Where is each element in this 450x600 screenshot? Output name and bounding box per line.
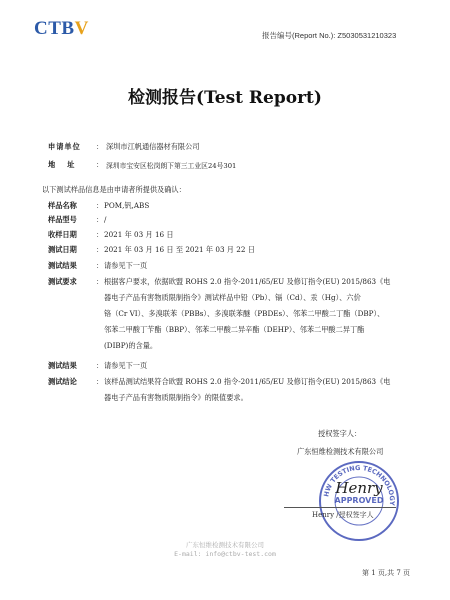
test-date-label: 测试日期 (48, 245, 77, 254)
signature-line (284, 507, 396, 508)
signatory-caption: Henry /授权签字人 (312, 511, 374, 519)
receive-date-label: 收样日期 (48, 230, 77, 239)
requirement-line: 器电子产品有害物质限制指令》测试样品中铅（Pb）、镉（Cd）、汞（Hg）、六价 (104, 293, 361, 302)
requirement-text (104, 274, 426, 354)
requirement-line: (DIBP)的含量。 (104, 341, 158, 350)
sample-name-label: 样品名称 (48, 201, 77, 210)
colon: ： (96, 201, 104, 210)
sample-name-value: POM,钒,ABS (104, 201, 150, 210)
colon: ： (96, 230, 104, 239)
conclusion-text (104, 374, 426, 406)
address-value: 深圳市宝安区松岗朗下第三工业区24号301 (106, 162, 237, 170)
colon: ： (96, 377, 104, 386)
colon: ： (96, 215, 104, 224)
colon: ： (96, 361, 104, 370)
requirement-label: 测试要求 (48, 277, 77, 286)
footer-company: 广东恒维检测技术有限公司 (186, 541, 264, 549)
requirement-line: 邻苯二甲酸丁苄酯（BBP）、邻苯二甲酸二异辛酯（DEHP）、邻苯二甲酸二异丁酯 (104, 325, 365, 334)
company-logo: CTBV (34, 18, 89, 39)
stamp-mark: APPROVED (334, 496, 384, 505)
colon: ： (96, 277, 104, 286)
applicant-label: 申请单位 (48, 142, 81, 151)
conclusion-line: 该样品测试结果符合欧盟 ROHS 2.0 指令-2011/65/EU 及修订指令(EU) 2015/863《电 (104, 377, 391, 386)
receive-date-value: 2021 年 03 月 16 日 (104, 230, 174, 239)
signatory-title: 授权签字人： (318, 429, 362, 438)
test-result-label: 测试结果 (48, 261, 77, 270)
colon: ： (96, 142, 104, 151)
sample-model-value: / (104, 215, 107, 224)
colon: ： (96, 261, 104, 270)
page-title: 检测报告(Test Report) (128, 88, 322, 108)
requirement-line: 根据客户要求，依据欧盟 ROHS 2.0 指令-2011/65/EU 及修订指令(EU) 2015/863《电 (104, 277, 391, 286)
sample-model-label: 样品型号 (48, 215, 77, 224)
colon: ： (96, 160, 104, 169)
requirement-line: 铬（Cr VI）、多溴联苯（PBBs）、多溴联苯醚（PBDEs）、邻苯二甲酸二丁酯（DBP）、 (104, 309, 385, 318)
applicant-value: 深圳市江帆通信器材有限公司 (106, 142, 200, 151)
address-label: 地址 (48, 160, 87, 169)
conclusion-line: 器电子产品有害物质限制指令》的限值要求。 (104, 393, 248, 402)
signature: Henry (335, 479, 383, 497)
signatory-company: 广东恒维检测技术有限公司 (297, 447, 384, 456)
test-date-value: 2021 年 03 月 16 日 至 2021 年 03 月 22 日 (104, 245, 255, 254)
intro-text: 以下测试样品信息是由申请者所提供及确认： (42, 185, 186, 194)
colon: ： (96, 245, 104, 254)
report-number: 报告编号(Report No.): Z5030531210323 (262, 31, 397, 40)
stamp-text: HW TESTING TECHNOLOGY (322, 463, 397, 506)
page-number: 第 1 页,共 7 页 (362, 569, 411, 577)
test-result-value: 请参见下一页 (104, 261, 148, 270)
conclusion-label: 测试结论 (48, 377, 77, 386)
footer-email: E-mail: info@ctbv-test.com (174, 550, 276, 558)
test-result-value-2: 请参见下一页 (104, 361, 148, 370)
official-stamp (318, 460, 400, 542)
test-result-label-2: 测试结果 (48, 361, 77, 370)
